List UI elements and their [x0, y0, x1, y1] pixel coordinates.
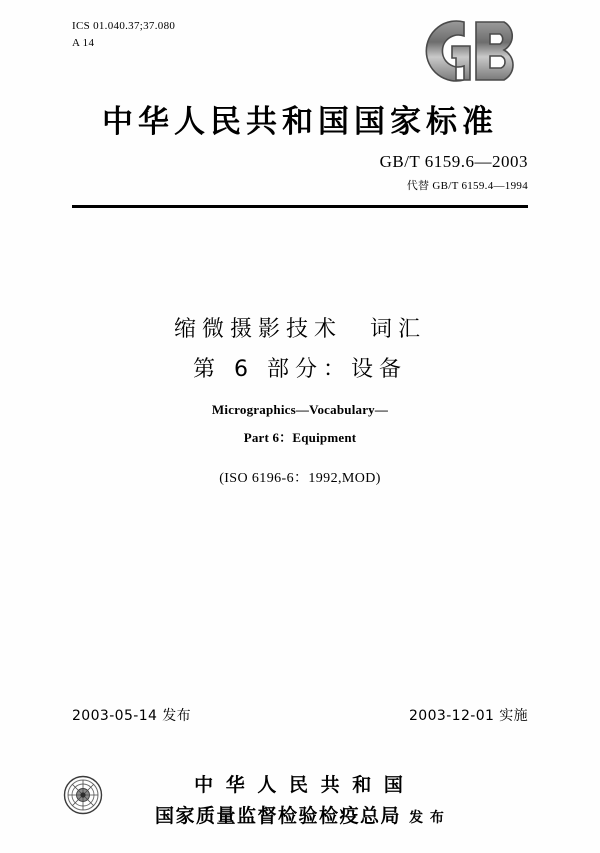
- publisher-text: [0, 770, 600, 828]
- publisher-line-2-wrap: [0, 801, 600, 828]
- chinese-title-line-2: 第 6 部分：设备: [193, 357, 407, 382]
- standard-number: GB/T 6159.6—2003: [379, 152, 528, 171]
- standard-number-block: [380, 152, 528, 193]
- publisher-suffix: 发 布: [409, 810, 445, 826]
- gb-logo-icon: [414, 14, 534, 88]
- national-standard-heading: 中华人民共和国国家标准: [102, 104, 498, 140]
- publisher-line-2: 国家质量监督检验检疫总局: [155, 805, 402, 827]
- iso-reference: (ISO 6196-6：1992,MOD): [219, 471, 381, 486]
- publisher-line-1: 中 华 人 民 共 和 国: [194, 774, 406, 796]
- english-title-line-1: Micrographics—Vocabulary—: [211, 402, 389, 417]
- english-title-line-2: Part 6：Equipment: [243, 430, 357, 445]
- ics-category: A 14: [72, 36, 95, 49]
- chinese-title-line-1: 缩微摄影技术 词汇: [173, 317, 426, 342]
- issue-date: 2003-05-14 发布: [72, 708, 192, 724]
- header-divider: [72, 205, 528, 208]
- publisher-block: [0, 770, 600, 830]
- standard-replaces: 代替 GB/T 6159.4—1994: [406, 180, 528, 192]
- ics-code: ICS 01.040.37;37.080: [72, 20, 176, 32]
- effective-date: 2003-12-01 实施: [408, 708, 528, 724]
- ics-classification-block: [72, 18, 175, 51]
